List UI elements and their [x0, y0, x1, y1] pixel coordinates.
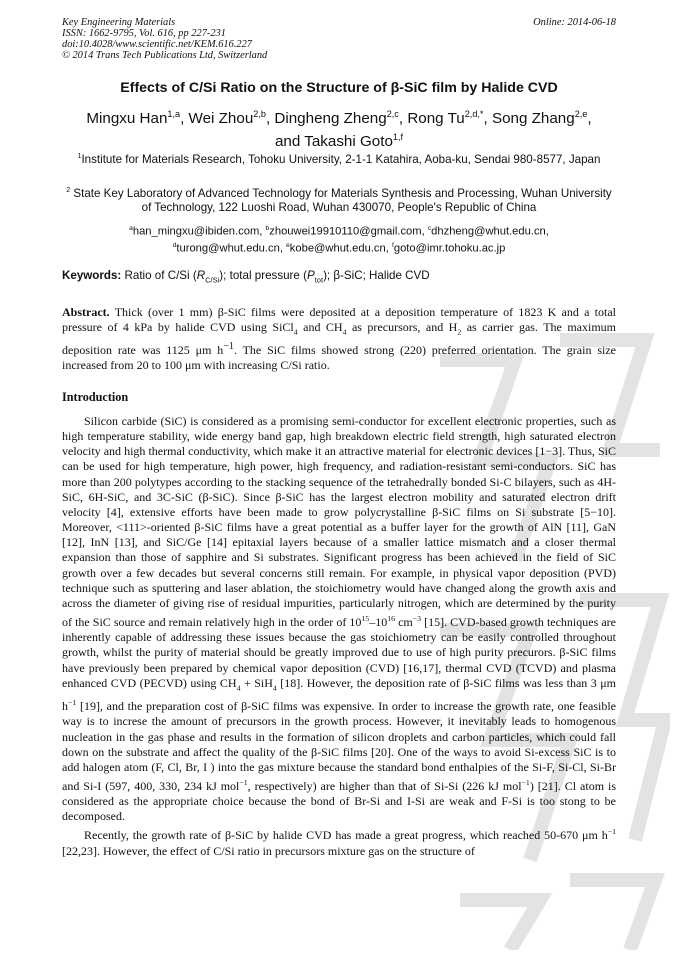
- section-heading: Introduction: [62, 390, 129, 404]
- author-name: Song Zhang: [491, 110, 575, 128]
- email-mark: b: [265, 225, 270, 232]
- superscript: −3: [412, 614, 422, 624]
- superscript: −1: [239, 777, 248, 787]
- text-run: [15]. CVD-based growth techniques are inherently capable of addressing these issues because the gas stoichiometry can be easily controlled throughout growth, whilst the purity of material should be greatly improved due to use of high purity precurors. β-SiC films have previously been prepared by chemical vapor deposition (CVD) [16,17], thermal CVD (TCVD) and plasma enhanced CVD (PECVD) using CH: [62, 615, 616, 690]
- email-mark: a: [129, 225, 133, 232]
- affiliation-text: Institute for Materials Research, Tohoku University, 2-1-1 Katahira, Aoba-ku, Sendai 980-8577, Japan: [81, 152, 601, 166]
- author-affil-mark: 2,d,*: [464, 109, 484, 119]
- text-run: Silicon carbide (SiC) is considered as a promising semi-conductor for excellent electronic properties, such as high temperature stability, wide energy band gap, high breakdown electric field strength, high saturated electron velocity and high thermal conductivity, which make it an attractive material for electronic devices [1−3]. Thus, SiC can be used for high temperature, high power, high frequency, and radiation-resistant semi-conductors. SiC has more than 200 polytypes according to the stacking sequence of the tetrahedrally bonded Si-C bilayers, such as 4H-SiC, 6H-SiC, and 3C-SiC (β-SiC). Since β-SiC has the largest electron mobility and saturated electron drift velocity [4], extensive efforts have been made to grow polycrystalline β-SiC films on Si substrate [5−10]. Moreover, <111>-oriented β-SiC films have a great potential as a buffer layer for the growth of AlN [11], GaN [12], InN [13], and SiC/Ge [14] epitaxial layers because of a smaller lattice mismatch and a closer thermal expansion than those of sapphire and Si substrates. Significant progress has been achieved in the field of SiC growth over a few decades but several concerns still remain. For example, in physical vapor deposition (PVD) technique such as sputtering and laser ablation, the stoichiometry would have changed along the growth axis and across the diameter of giving rise of residual impurities, particularly nitrogen, which are determined by the purity of the SiC source and remain relatively high in the order of 10: [62, 414, 616, 630]
- email-mark: e: [286, 241, 290, 249]
- introduction-body: [62, 414, 616, 859]
- paragraph: [62, 414, 616, 824]
- journal-name: Key Engineering Materials: [62, 17, 176, 28]
- author-name: Takashi Goto: [304, 133, 393, 151]
- author-name: Dingheng Zheng: [274, 110, 387, 128]
- keyword-text: );: [219, 269, 227, 282]
- author-list: Mingxu Han$^{1,a}$, Wei Zhou$^{2,b}$, Dingheng Zheng$^{2,c}$, Rong $Tu^{2,d,*}$, Song Zhang$^{2,e}$, and Takashi Goto$^{1,f}$: [86, 109, 592, 151]
- superscript: −1: [607, 827, 616, 837]
- text-run: Recently, the growth rate of β-SiC by halide CVD has made a great progress, which reached 50-670 μm h: [84, 828, 608, 843]
- keyword-sub: C/Si: [205, 275, 220, 285]
- journal-doi[interactable]: doi:10.4028/www.scientific.net/KEM.616.227: [62, 39, 252, 50]
- superscript: 16: [387, 614, 395, 624]
- text-run: [19], and the preparation cost of β-SiC films was expensive. In order to increase the growth rate, one feasible way is to increse the amount of precursors in the growth process. However, it inevitably leads to homogenous nucleation in the gas phase and results in the formation of silicon droplets and carbon particles, which could fall down on the substrate and affect the quality of the β-SiC films [20]. One of the ways to avoid Si-excess SiC is to add halogen atom (F, Cl, Br, I ) into the gas mixture because the standard bond enthalpies of the Si-F, Si-Cl, Si-Br and Si-I (597, 400, 330, 234 kJ mol: [62, 699, 616, 793]
- author-name: Mingxu Han: [86, 110, 168, 128]
- journal-issn: ISSN: 1662-9795, Vol. 616, pp 227-231: [62, 28, 226, 39]
- email-list: $^a$han_mingxu@ibiden.com, $^b$zhouwei19910110@gmail.com, $^c$dhzheng@whut.edu.cn, $^d$turong@whut.edu.cn, $^e$kobe@whut.edu.cn, $^f$goto@imr.tohoku.ac.jp: [129, 225, 549, 255]
- email-mark: c: [427, 225, 432, 232]
- text-run: + SiH: [240, 675, 273, 690]
- abstract-sub: 2: [457, 327, 462, 337]
- keyword-text: Ratio of C/Si (: [124, 269, 197, 282]
- paragraph: [62, 824, 616, 858]
- journal-header: [62, 17, 267, 61]
- author-affil-mark: 2,b: [253, 109, 266, 119]
- text-run: , respectively) are higher than that of Si-Si (226 kJ mol: [247, 778, 522, 793]
- author-name: Wei Zhou: [188, 110, 254, 128]
- keywords-label: Keywords:: [62, 269, 122, 282]
- abstract: [62, 305, 616, 372]
- keyword-sub: tot: [314, 275, 324, 285]
- abstract-label: Abstract.: [62, 305, 110, 319]
- email-mark: d: [172, 241, 177, 249]
- author-affil-mark: 2,e: [574, 109, 588, 119]
- superscript: −1: [521, 777, 530, 787]
- superscript: 15: [361, 614, 370, 624]
- email-link[interactable]: han_mingxu@ibiden.com: [132, 225, 260, 238]
- text-run: cm: [395, 615, 413, 630]
- affiliation-mark: 2: [66, 187, 71, 194]
- abstract-text: . The SiC films showed strong (220) preferred orientation. The grain size increased from 20 to 100 μm with increasing C/Si ratio.: [62, 342, 616, 372]
- text-run: –10: [369, 615, 388, 630]
- author-affil-mark: 2,c: [386, 109, 399, 119]
- affiliation-mark: 1: [77, 153, 82, 160]
- abstract-sub: 4: [293, 327, 298, 337]
- online-date: Online: 2014-06-18: [533, 17, 616, 28]
- text-run: ) [21]. Cl atom is considered as the appropriate choice because the bond of Br-Si and I-Si are weak and F-Si is too stong to be decomposed.: [62, 778, 616, 824]
- email-mark: f: [391, 241, 394, 249]
- keyword-var: P: [306, 269, 315, 282]
- paper-title: Effects of C/Si Ratio on the Structure of β-SiC film by Halide CVD: [120, 80, 558, 96]
- text-run: [18]. However, the deposition rate of β-SiC films was less than 3 μm h: [62, 675, 616, 714]
- email-link[interactable]: turong@whut.edu.cn: [176, 242, 280, 255]
- affiliation-2: [62, 184, 616, 216]
- text-run: [22,23]. However, the effect of C/Si ratio in precursors mixture gas on the structure of: [62, 843, 475, 858]
- abstract-text: as carrier gas. The maximum deposition rate was 1125 μm h: [62, 319, 616, 357]
- abstract-text: as precursors, and H: [346, 319, 458, 334]
- abstract-sup: −1: [223, 340, 234, 352]
- abstract-text: and CH: [297, 319, 343, 334]
- abstract-text: Thick (over 1 mm) β-SiC films were deposited at a deposition temperature of 1823 K and a total pressure of 4 kPa by halide CVD using SiCl: [62, 305, 616, 334]
- keyword-var: R: [196, 269, 206, 282]
- email-link[interactable]: dhzheng@whut.edu.cn: [431, 225, 546, 238]
- author-name: Rong Tu: [407, 110, 465, 128]
- email-link[interactable]: goto@imr.tohoku.ac.jp: [393, 242, 506, 255]
- subscript: 4: [236, 683, 241, 693]
- abstract-sub: 4: [342, 327, 347, 337]
- email-link[interactable]: zhouwei19910110@gmail.com: [269, 225, 422, 238]
- keyword-text: );: [323, 269, 331, 282]
- keyword-text: β-SiC; Halide CVD: [333, 269, 430, 282]
- superscript: −1: [68, 698, 77, 708]
- keywords: [62, 269, 616, 284]
- author-affil-mark: 1,f: [392, 132, 404, 143]
- affiliation-1: [62, 150, 616, 167]
- author-affil-mark: 1,a: [167, 109, 181, 119]
- affiliation-text: State Key Laboratory of Advanced Technology for Materials Synthesis and Processing, Wuhan University of Technology, 122 Luoshi Road, Wuhan 430070, People's Republic of China: [73, 186, 612, 215]
- keyword-text: total pressure (: [229, 269, 307, 282]
- journal-copyright: © 2014 Trans Tech Publications Ltd, Switzerland: [62, 50, 268, 61]
- author-and: and: [274, 133, 301, 151]
- email-link[interactable]: kobe@whut.edu.cn: [289, 242, 386, 255]
- subscript: 4: [272, 683, 277, 693]
